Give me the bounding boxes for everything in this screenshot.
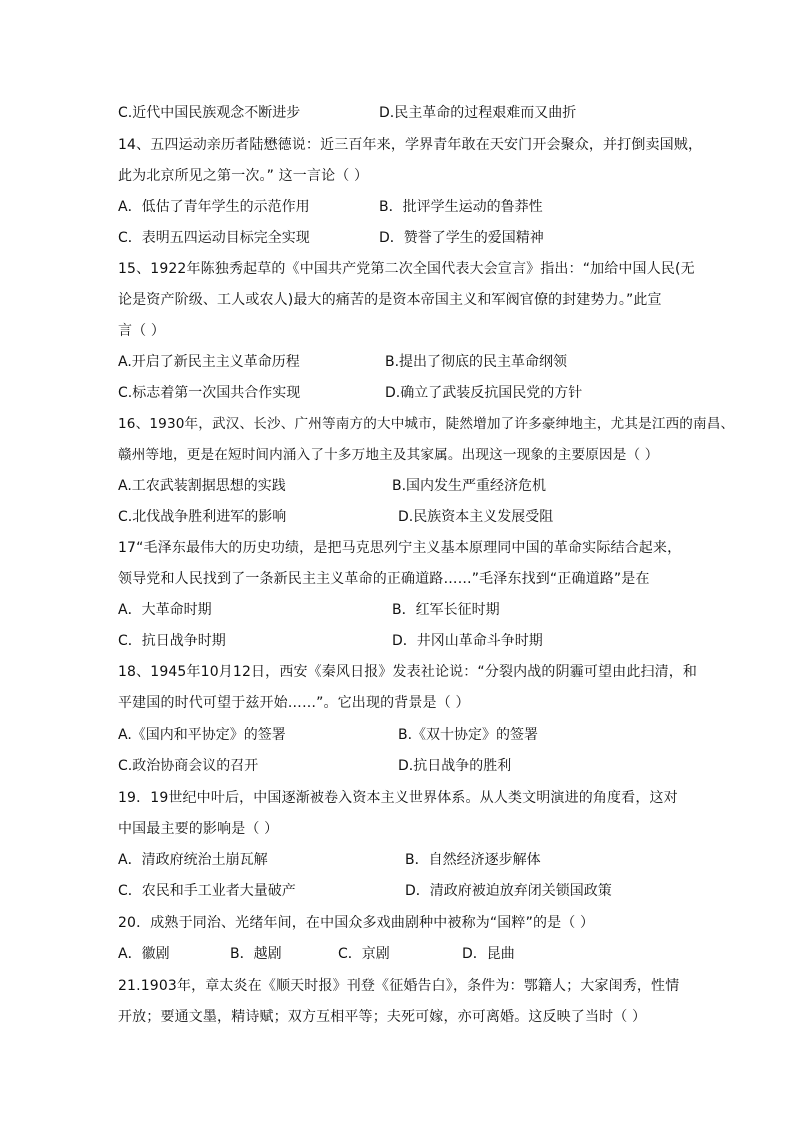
q20-option-c[interactable]: C．京剧 <box>338 946 390 962</box>
q14-stem-line-1: 14、五四运动亲历者陆懋德说：近三百年来，学界青年敢在天安门开会聚众，并打倒卖国贼， <box>118 137 703 153</box>
q13-option-d[interactable]: D.民主革命的过程艰难而又曲折 <box>379 105 577 121</box>
q15-option-d[interactable]: D.确立了武装反抗国民党的方针 <box>385 385 583 401</box>
q16-option-a[interactable]: A.工农武装割据思想的实践 <box>118 478 286 494</box>
q16-stem-line-2: 赣州等地，更是在短时间内涌入了十多万地主及其家属。出现这一现象的主要原因是（ ） <box>118 447 659 463</box>
q17-option-c[interactable]: C．抗日战争时期 <box>118 633 226 649</box>
q16-option-d[interactable]: D.民族资本主义发展受阻 <box>398 509 554 525</box>
q16-stem-line-1: 16、1930年，武汉、长沙、广州等南方的大中城市，陡然增加了许多豪绅地主，尤其是江西的南昌、 <box>118 416 735 432</box>
q15-stem-line-2: 论是资产阶级、工人或农人)最大的痛苦的是资本帝国主义和军阀官僚的封建势力。”此宣 <box>118 292 662 308</box>
q15-stem-line-3: 言（ ） <box>118 323 166 339</box>
q14-option-a[interactable]: A．低估了青年学生的示范作用 <box>118 199 310 215</box>
q18-option-b[interactable]: B.《双十协定》的签署 <box>398 727 539 743</box>
q19-stem-line-2: 中国最主要的影响是（ ） <box>118 821 279 837</box>
q13-option-c[interactable]: C.近代中国民族观念不断进步 <box>118 105 301 121</box>
q20-stem-line-1: 20．成熟于同治、光绪年间，在中国众多戏曲剧种中被称为“国粹”的是（ ） <box>118 915 595 931</box>
q19-option-b[interactable]: B．自然经济逐步解体 <box>405 852 541 868</box>
q18-stem-line-1: 18、1945年10月12日，西安《秦风日报》发表社论说：“分裂内战的阴霾可望由此扫清，和 <box>118 664 698 680</box>
q16-option-b[interactable]: B.国内发生严重经济危机 <box>392 478 547 494</box>
q19-option-d[interactable]: D．清政府被迫放弃闭关锁国政策 <box>405 883 612 899</box>
q18-stem-line-2: 平建国的时代可望于兹开始……”。它出现的背景是（ ） <box>118 695 470 711</box>
q15-option-a[interactable]: A.开启了新民主主义革命历程 <box>118 354 300 370</box>
q17-option-a[interactable]: A．大革命时期 <box>118 602 212 618</box>
q18-option-c[interactable]: C.政治协商会议的召开 <box>118 758 259 774</box>
q17-stem-line-1: 17“毛泽东最伟大的历史功绩，是把马克思列宁主义基本原理同中国的革命实际结合起来， <box>118 540 682 556</box>
q15-option-c[interactable]: C.标志着第一次国共合作实现 <box>118 385 301 401</box>
q19-option-a[interactable]: A．清政府统治土崩瓦解 <box>118 852 268 868</box>
q19-stem-line-1: 19．19世纪中叶后，中国逐渐被卷入资本主义世界体系。从人类文明演进的角度看，这对 <box>118 790 678 806</box>
q20-option-d[interactable]: D．昆曲 <box>462 946 515 962</box>
q14-option-b[interactable]: B．批评学生运动的鲁莽性 <box>379 199 543 215</box>
q20-option-b[interactable]: B．越剧 <box>230 946 282 962</box>
q17-option-d[interactable]: D．井冈山革命斗争时期 <box>392 633 543 649</box>
q14-option-d[interactable]: D．赞誉了学生的爱国精神 <box>379 230 544 246</box>
q19-option-c[interactable]: C．农民和手工业者大量破产 <box>118 883 296 899</box>
q15-option-b[interactable]: B.提出了彻底的民主革命纲领 <box>385 354 568 370</box>
q18-option-a[interactable]: A.《国内和平协定》的签署 <box>118 727 286 743</box>
q20-option-a[interactable]: A．徽剧 <box>118 946 170 962</box>
q14-option-c[interactable]: C．表明五四运动目标完全实现 <box>118 230 310 246</box>
q18-option-d[interactable]: D.抗日战争的胜利 <box>398 758 512 774</box>
q15-stem-line-1: 15、1922年陈独秀起草的《中国共产党第二次全国代表大会宣言》指出：“加给中国人民(无 <box>118 261 695 277</box>
q16-option-c[interactable]: C.北伐战争胜利进军的影响 <box>118 509 287 525</box>
q21-stem-line-1: 21.1903年，章太炎在《顺天时报》刊登《征婚告白》，条件为：鄂籍人；大家闺秀，性情 <box>118 978 680 994</box>
q14-stem-line-2: 此为北京所见之第一次。” 这一言论（ ） <box>118 168 369 184</box>
q17-option-b[interactable]: B．红军长征时期 <box>392 602 500 618</box>
q17-stem-line-2: 领导党和人民找到了一条新民主主义革命的正确道路……”毛泽东找到“正确道路”是在 <box>118 571 650 587</box>
q21-stem-line-2: 开放；要通文墨，精诗赋；双方互相平等；夫死可嫁，亦可离婚。这反映了当时（ ） <box>118 1009 647 1025</box>
